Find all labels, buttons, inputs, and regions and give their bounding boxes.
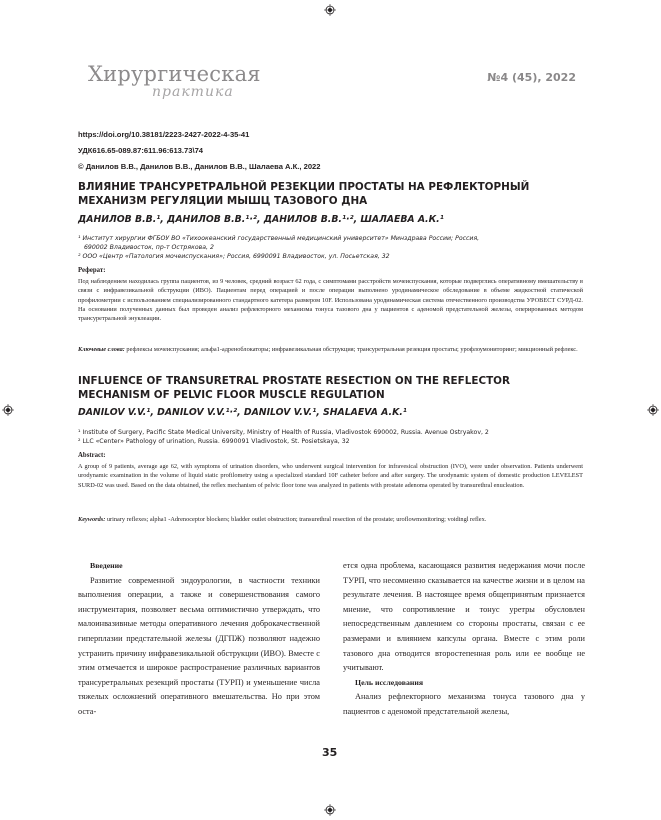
abstract-en: A group of 9 patients, average age 62, with symptoms of urination disorders, who underwent surgical intervention for infravesical obstruction (IVO), were under observation. Patients underwent urodynamic examination in the volume of liquid static profilometry using a specialized standard 10F catheter before and after surgery. The urodynamic system of domestic production LEVELEST SURD-02 was used. Based on the data obtained, the reflex mechanism of pelvic floor tone was analyzed in patients with prostate adenoma operated by transurethral enucleation. <box>78 463 583 489</box>
abstract-label-en: Abstract: <box>78 452 106 459</box>
affiliations-ru <box>78 234 583 261</box>
doi-link[interactable]: https://doi.org/10.38181/2223-2427-2022-4-35-41 <box>78 130 250 139</box>
affiliation-en-1: ¹ Institute of Surgery, Pacific State Medical University, Ministry of Health of Russia, Vladivostok 690002, Russia. Avenue Ostryakov, 2 <box>78 429 489 436</box>
title-ru-line-1: ВЛИЯНИЕ ТРАНСУРЕТРАЛЬНОЙ РЕЗЕКЦИИ ПРОСТАТЫ НА РЕФЛЕКТОРНЫЙ <box>78 181 530 193</box>
keywords-en <box>78 515 583 524</box>
affiliation-ru-2: ² ООО «Центр «Патология мочеиспускания»; Россия, 6990091 Владивосток, ул. Посьетская, 32 <box>78 253 390 260</box>
section-heading-aim: Цель исследования <box>355 677 424 687</box>
keywords-label-en: Keywords: <box>78 516 106 523</box>
body-column-left <box>78 559 320 720</box>
registration-mark-left <box>2 404 14 416</box>
aim-paragraph: Анализ рефлекторного механизма тонуса тазового дна у пациентов с аденомой предстательной железы, <box>343 692 585 716</box>
introduction-paragraph: Развитие современной эндоурологии, в частности техники выполнения операции, а также и совершенствования самого инструментария, позволяет весьма оптимистично утверждать, что малоинвазивные методы оперативного лечения доброкачественной гиперплазии предстательной железы (ДГПЖ) позволяют надежно устранить причину инфравезикальной обструкции (ИВО). Вместе с этим отмечается и широкое распространение различных вариантов трансуретральных резекций простаты (ТУРП) и уменьшение числа тяжелых осложнений оперативного вмешательства. Но при этом оста- <box>78 575 320 716</box>
keywords-label-ru: Ключевые слова: <box>78 346 125 353</box>
authors-ru: ДАНИЛОВ В.В.¹, ДАНИЛОВ В.В.¹·², ДАНИЛОВ В.В.¹·², ШАЛАЕВА А.К.¹ <box>78 214 444 225</box>
authors-en: DANILOV V.V.¹, DANILOV V.V.¹·², DANILOV V.V.¹, SHALAEVA A.K.¹ <box>78 407 407 418</box>
keywords-text-en: urinary reflexes; alpha1 -Adrenoceptor blockers; bladder outlet obstruction; transurethral resection of the prostate; uroflowmonitoring; voidingl reflex. <box>105 516 487 523</box>
affiliation-ru-1-line-1: ¹ Институт хирургии ФГБОУ ВО «Тихоокеанский государственный медицинский университет» Минздрава России; Россия, <box>78 235 480 242</box>
registration-mark-right <box>647 404 659 416</box>
section-heading-introduction: Введение <box>90 561 123 570</box>
issue-number: №4 (45), 2022 <box>487 71 576 84</box>
title-en-line-2: MECHANISM OF PELVIC FLOOR MUSCLE REGULATION <box>78 389 385 401</box>
title-en-line-1: INFLUENCE OF TRANSURETRAL PROSTATE RESECTION ON THE REFLECTOR <box>78 375 511 387</box>
affiliation-en-2: ² LLC «Center» Pathology of urination, Russia. 6990091 Vladivostok, St. Posietskaya, 32 <box>78 438 350 445</box>
abstract-label-ru: Реферат: <box>78 267 106 274</box>
copyright-line: © Данилов В.В., Данилов В.В., Данилов В.В., Шалаева А.К., 2022 <box>78 162 321 171</box>
article-title-ru <box>78 180 588 208</box>
body-column-right <box>343 559 585 720</box>
affiliation-ru-1-line-2: 690002 Владивосток, пр-т Острякова, 2 <box>84 244 214 251</box>
registration-mark-top <box>324 4 336 16</box>
page-number: 35 <box>322 746 338 759</box>
udc-code: УДК616.65-089.87:611.96:613.73\74 <box>78 146 204 155</box>
journal-logo-title: Хирургическая <box>88 62 261 86</box>
affiliations-en <box>78 428 583 446</box>
abstract-ru: Под наблюдением находилась группа пациентов, из 9 человек, средний возраст 62 года, с симптомами расстройств мочеиспускания, которые подверглись оперативному вмешательству в связи с инфравезикальной обструкции (ИВО). Пациентам перед операцией и после операции выполнено уродинамическое обследование в объеме жидкостной статической профилометрии с использованием специализированного стандартного катетера размером 10F. Использована уродинамическая система отечественного производства УРОВЕСТ СУРД-02. На основании полученных данных был проведен анализ рефлекторного механизма тонуса тазового дна у пациентов с аденомой предстательной железы, оперированных методом трансуретральной энуклеации. <box>78 278 583 323</box>
registration-mark-bottom <box>324 804 336 816</box>
article-title-en <box>78 374 588 402</box>
title-ru-line-2: МЕХАНИЗМ РЕГУЛЯЦИИ МЫШЦ ТАЗОВОГО ДНА <box>78 195 368 207</box>
keywords-text-ru: рефлексы мочеиспускания; альфа1-адреноблокаторы; инфравезикальная обструкция; трансуретральная резекция простаты; урофлоумониторинг; микционный рефлекс. <box>124 346 578 353</box>
journal-logo-subtitle: практика <box>152 84 234 100</box>
keywords-ru <box>78 345 583 354</box>
continued-paragraph: ется одна проблема, касающаяся развития недержания мочи после ТУРП, что несомненно сказывается на качестве жизни и в целом на результате лечения. В настоящее время общепринятым признается мнение, что сопротивление и тонус уретры обусловлен непосредственным давлением со стороны простаты, связан с ее размерами и влиянием капсулы органа. Вместе с этим роли тазового дна отводится второстепенная роль или ее вообще не учитывают. <box>343 561 585 673</box>
